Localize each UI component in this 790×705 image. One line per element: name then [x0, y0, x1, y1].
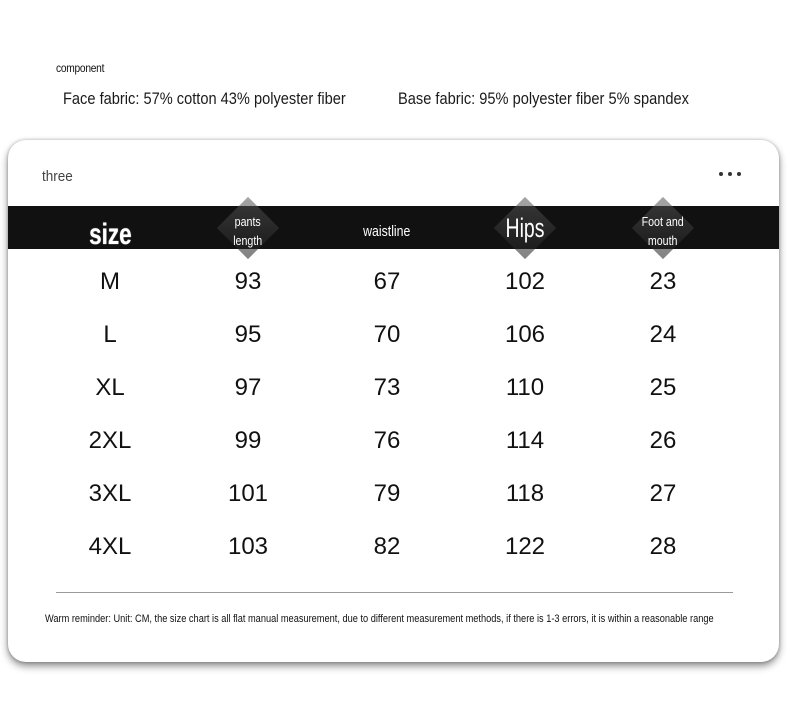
cell-pants-length: 103	[227, 532, 269, 560]
cell-waistline: 79	[373, 479, 401, 507]
table-row	[8, 467, 779, 520]
header-pants-length: pants length	[178, 206, 318, 249]
cell-size: XL	[95, 373, 125, 401]
cell-waistline: 67	[373, 267, 401, 295]
cell-pants-length: 101	[227, 479, 269, 507]
header-hips: Hips	[455, 206, 595, 249]
cell-waistline: 70	[373, 320, 401, 348]
cell-hips: 110	[505, 373, 545, 401]
cell-pants-length: 99	[234, 426, 262, 454]
cell-hips: 102	[504, 267, 546, 295]
table-row	[8, 361, 779, 414]
cell-foot-and-mouth: 23	[649, 267, 677, 295]
card-title: three	[42, 168, 73, 185]
cell-foot-and-mouth: 24	[649, 320, 677, 348]
cell-foot-and-mouth: 26	[649, 426, 677, 454]
cell-waistline: 82	[373, 532, 401, 560]
size-chart-card	[8, 140, 779, 662]
cell-size: 4XL	[88, 532, 132, 560]
cell-pants-length: 97	[234, 373, 262, 401]
header-waistline: waistline	[363, 223, 411, 240]
header-foot-and-mouth: Foot and mouth	[593, 206, 733, 249]
cell-size: 3XL	[88, 479, 132, 507]
cell-size: M	[100, 267, 120, 295]
table-row	[8, 414, 779, 467]
cell-hips: 106	[504, 320, 546, 348]
more-horizontal-icon[interactable]	[719, 170, 741, 178]
cell-pants-length: 93	[234, 267, 262, 295]
face-fabric-text: Face fabric: 57% cotton 43% polyester fiber	[63, 89, 346, 108]
cell-foot-and-mouth: 25	[649, 373, 677, 401]
cell-hips: 118	[505, 479, 545, 507]
cell-waistline: 76	[373, 426, 401, 454]
cell-waistline: 73	[373, 373, 401, 401]
table-row	[8, 308, 779, 361]
cell-hips: 122	[504, 532, 546, 560]
cell-foot-and-mouth: 27	[649, 479, 677, 507]
component-label: component	[56, 61, 105, 75]
base-fabric-text: Base fabric: 95% polyester fiber 5% spandex	[398, 89, 689, 108]
warm-reminder: Warm reminder: Unit: CM, the size chart is all flat manual measurement, due to different measurement methods, if there is 1-3 errors, it is within a reasonable range	[45, 613, 714, 625]
cell-size: L	[103, 320, 117, 348]
table-header	[8, 206, 779, 249]
header-size: size	[88, 217, 132, 251]
cell-size: 2XL	[88, 426, 132, 454]
divider	[56, 592, 733, 593]
table-row	[8, 255, 779, 308]
cell-hips: 114	[505, 426, 545, 454]
cell-pants-length: 95	[234, 320, 262, 348]
cell-foot-and-mouth: 28	[649, 532, 677, 560]
table-row	[8, 520, 779, 573]
